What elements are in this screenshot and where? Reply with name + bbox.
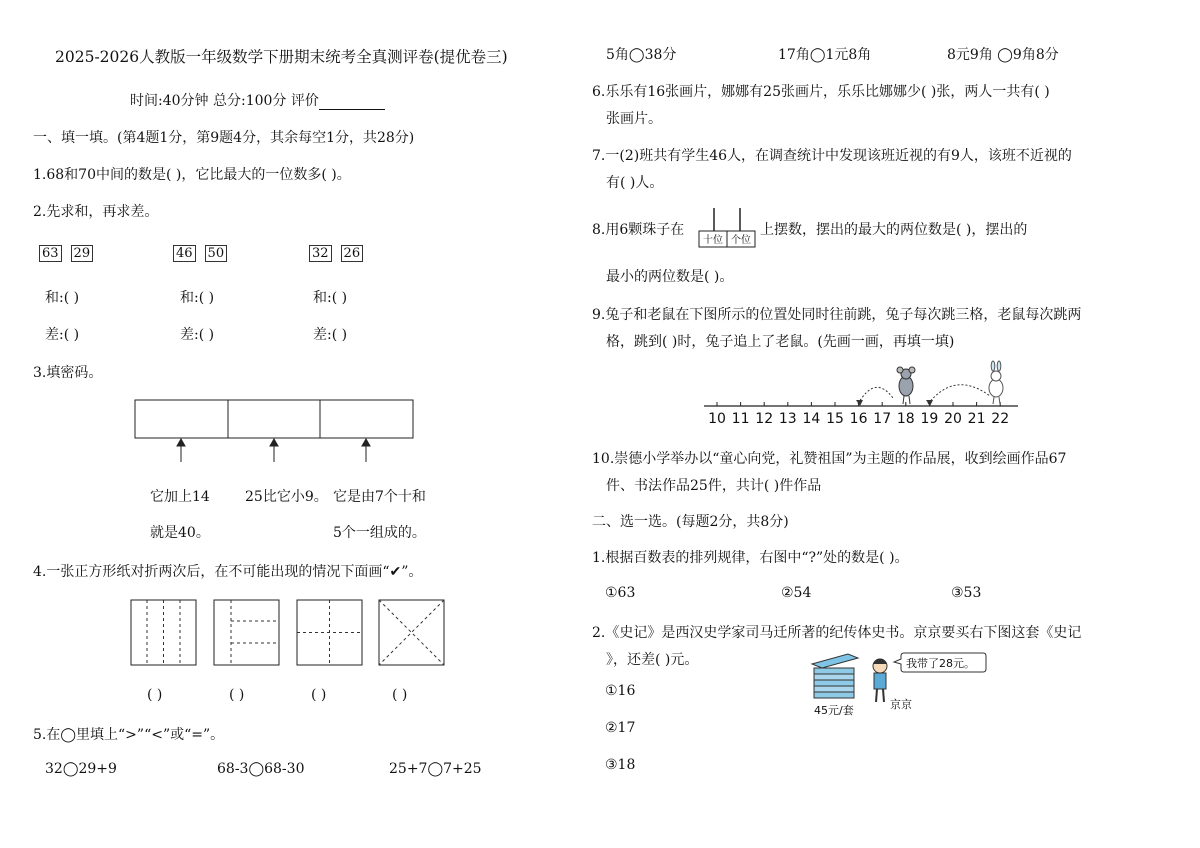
section-1-heading: 一、填一填。(第4题1分，第9题4分，其余每空1分，共28分) [33, 130, 415, 146]
number-line-label: 22 [991, 411, 1010, 427]
number-box: 29 [71, 245, 94, 262]
code-box-1 [135, 400, 228, 438]
number-pair-1 [39, 245, 102, 262]
number-box: 50 [205, 245, 228, 262]
question-2: 2.先求和，再求差。 [33, 204, 159, 220]
exam-info [130, 90, 385, 110]
fold-figure-1 [131, 600, 196, 665]
exam-info-text: 时间:40分钟 总分:100分 评价 [130, 93, 319, 109]
answer-blank-figure-3[interactable]: ( ) [311, 687, 327, 703]
section-2-heading: 二、选一选。(每题2分，共8分) [592, 514, 789, 530]
arrow-up-icon [362, 439, 370, 462]
number-line-label: 21 [967, 411, 986, 427]
page-title: 2025-2026人教版一年级数学下册期末统考全真测评卷(提优卷三) [55, 48, 508, 66]
number-line-label: 20 [944, 411, 962, 427]
number-box: 32 [309, 245, 332, 262]
question-7-line-2: 有( )人。 [606, 175, 664, 191]
clue-1-line-2: 就是40。 [150, 525, 210, 541]
number-line-label: 11 [731, 411, 750, 427]
number-line-label: 17 [873, 411, 892, 427]
clue-2: 25比它小9。 [245, 489, 328, 505]
arrow-up-icon [270, 439, 278, 462]
number-line-label: 19 [920, 411, 939, 427]
question-10-line-2: 件、书法作品25件，共计( )件作品 [606, 478, 822, 494]
arrow-left-icon [926, 400, 933, 406]
choice-question-2-line-2: 》，还差( )元。 [606, 652, 699, 668]
option-2-c[interactable]: ③18 [605, 757, 636, 773]
number-line-label: 12 [755, 411, 774, 427]
number-box: 26 [341, 245, 364, 262]
rabbit-jump-arc [928, 385, 990, 404]
speech-text: 我带了28元。 [906, 657, 975, 670]
sum-blank-2[interactable]: 和:( ) [180, 290, 215, 306]
option-2-b[interactable]: ②17 [605, 720, 636, 736]
answer-blank-figure-4[interactable]: ( ) [392, 687, 408, 703]
question-6-line-2: 张画片。 [606, 111, 662, 127]
abacus-icon [697, 206, 759, 248]
number-line-label: 13 [778, 411, 797, 427]
question-8-part-2: 上摆数，摆出的最大的两位数是( )，摆出的 [760, 222, 1028, 238]
option-2-a[interactable]: ①16 [605, 683, 636, 699]
compare-item-3[interactable]: 25+7◯7+25 [389, 761, 482, 777]
diff-blank-3[interactable]: 差:( ) [313, 327, 348, 343]
question-1: 1.68和70中间的数是( )，它比最大的一位数多( )。 [33, 167, 351, 183]
number-pair-3 [309, 245, 372, 262]
number-line-label: 10 [708, 411, 726, 427]
fold-figure-2 [214, 600, 279, 665]
boy-icon [873, 659, 887, 703]
question-8-part-1: 8.用6颗珠子在 [592, 222, 685, 238]
question-5: 5.在◯里填上“>”“<”或“=”。 [33, 727, 225, 743]
option-1-c[interactable]: ③53 [951, 585, 982, 601]
fold-figure-4 [379, 600, 444, 665]
abacus-label-ones: 个位 [731, 235, 751, 246]
speech-bubble [894, 653, 986, 672]
number-line [700, 360, 1030, 428]
number-box: 63 [39, 245, 62, 262]
number-line-label: 16 [849, 411, 868, 427]
number-line-label: 15 [826, 411, 844, 427]
question-7-line-1: 7.一(2)班共有学生46人，在调查统计中发现该班近视的有9人，该班不近视的 [592, 148, 1072, 164]
arrow-left-icon [856, 400, 863, 406]
diff-blank-1[interactable]: 差:( ) [45, 327, 80, 343]
compare-item-5[interactable]: 17角◯1元8角 [778, 47, 872, 63]
clue-3-line-2: 5个一组成的。 [333, 525, 426, 541]
arrow-up-icon [177, 439, 185, 462]
diff-blank-2[interactable]: 差:( ) [180, 327, 215, 343]
question-6-line-1: 6.乐乐有16张画片，娜娜有25张画片，乐乐比娜娜少( )张，两人一共有( ) [592, 84, 1050, 100]
number-line-label: 14 [802, 411, 821, 427]
compare-item-4[interactable]: 5角◯38分 [606, 47, 677, 63]
mouse-icon [897, 367, 915, 404]
compare-item-2[interactable]: 68-3◯68-30 [217, 761, 305, 777]
abacus-label-tens: 十位 [703, 235, 723, 246]
rabbit-icon [989, 361, 1003, 404]
number-line-label: 18 [896, 411, 915, 427]
question-9-line-2: 格，跳到( )时，兔子追上了老鼠。(先画一画，再填一填) [606, 334, 955, 350]
book-purchase-illustration [808, 650, 988, 718]
option-1-a[interactable]: ①63 [605, 585, 636, 601]
sum-blank-1[interactable]: 和:( ) [45, 290, 80, 306]
clue-1-line-1: 它加上14 [150, 489, 210, 505]
code-box-3 [320, 400, 413, 438]
number-box: 46 [173, 245, 196, 262]
number-pair-2 [173, 245, 236, 262]
fold-figure-3 [297, 600, 362, 665]
mouse-jump-arc [858, 387, 893, 404]
clue-3-line-1: 它是由7个十和 [333, 489, 426, 505]
folded-paper-figures [128, 597, 450, 669]
question-9-line-1: 9.兔子和老鼠在下图所示的位置处同时往前跳，兔子每次跳三格，老鼠每次跳两 [592, 307, 1082, 323]
compare-item-1[interactable]: 32◯29+9 [45, 761, 117, 777]
code-boxes [130, 396, 420, 466]
question-4: 4.一张正方形纸对折两次后，在不可能出现的情况下面画“✔”。 [33, 564, 423, 580]
question-8-line-2: 最小的两位数是( )。 [606, 269, 734, 285]
price-label: 45元/套 [814, 704, 854, 717]
person-name: 京京 [890, 698, 912, 711]
option-1-b[interactable]: ②54 [781, 585, 812, 601]
choice-question-1: 1.根据百数表的排列规律，右图中“?”处的数是( )。 [592, 550, 909, 566]
compare-item-6[interactable]: 8元9角 ◯9角8分 [947, 47, 1059, 63]
rating-blank [319, 95, 385, 110]
sum-blank-3[interactable]: 和:( ) [313, 290, 348, 306]
code-box-2 [228, 400, 320, 438]
choice-question-2-line-1: 2.《史记》是西汉史学家司马迁所著的纪传体史书。京京要买右下图这套《史记 [592, 625, 1082, 641]
answer-blank-figure-1[interactable]: ( ) [147, 687, 163, 703]
question-3: 3.填密码。 [33, 365, 103, 381]
question-10-line-1: 10.崇德小学举办以“童心向党，礼赞祖国”为主题的作品展，收到绘画作品67 [592, 451, 1067, 467]
book-stack-icon [812, 654, 858, 698]
answer-blank-figure-2[interactable]: ( ) [229, 687, 245, 703]
